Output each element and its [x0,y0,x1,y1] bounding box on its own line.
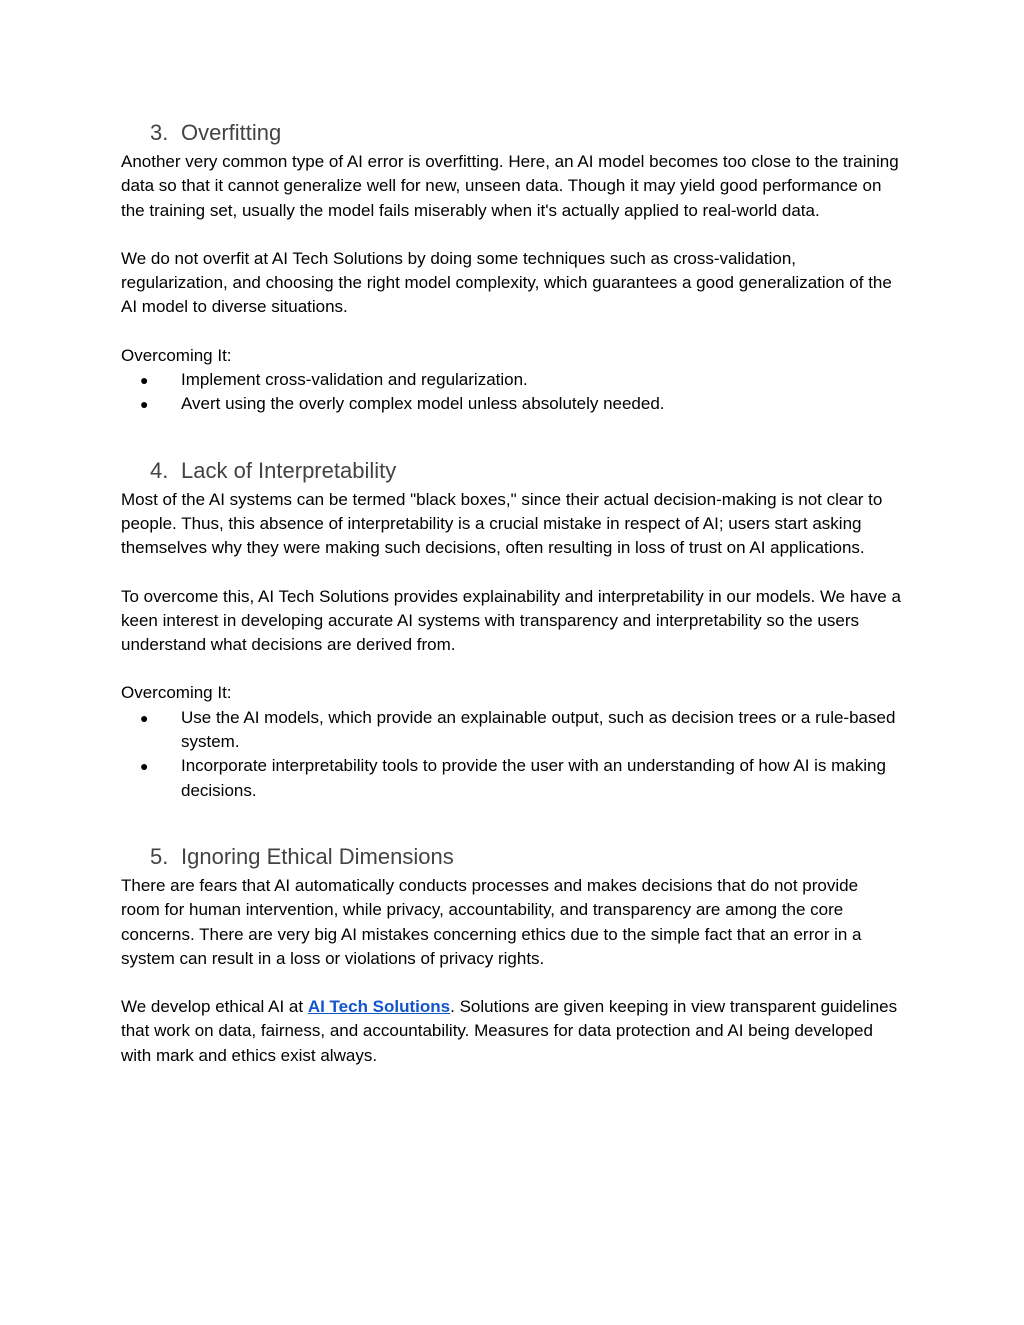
section-heading-interpretability [121,454,901,488]
bullet-icon: ● [140,396,149,413]
paragraph: We do not overfit at AI Tech Solutions by doing some techniques such as cross-validation, regularization, and choosing the right model complexity, which guarantees a good generalization of the AI model to diverse situations. [121,248,892,317]
list-item-text: Use the AI models, which provide an explainable output, such as decision trees or a rule-based system. [181,707,896,752]
paragraph: Another very common type of AI error is overfitting. Here, an AI model becomes too close to the training data so that it cannot generalize well for new, unseen data. Though it may yield good performance on the training set, usually the model fails miserably when it's actually applied to real-world data. [121,152,899,220]
paragraph: There are fears that AI automatically conducts processes and makes decisions that do not provide room for human intervention, while privacy, accountability, and transparency are among the core concerns. There are very big AI mistakes concerning ethics due to the simple fact that an error in a system can result in a loss or violations of privacy rights. [121,875,862,968]
section-title: Ignoring Ethical Dimensions [181,843,454,869]
ai-tech-solutions-link[interactable]: AI Tech Solutions [307,997,451,1017]
list-item [121,706,901,755]
bullet-icon: ● [140,709,149,726]
bullet-icon: ● [140,758,149,775]
section-number: 3. [150,120,169,145]
section-number: 5. [150,843,169,869]
paragraph: To overcome this, AI Tech Solutions provides explainability and interpretability in our models. We have a keen interest in developing accurate AI systems with transparency and interpretability so the users understand what decisions are derived from. [121,586,901,655]
section-heading-ethics [121,840,901,874]
list-item [121,368,901,392]
paragraph-text: . Solutions are given keeping in view transparent guidelines that work on data, fairness, and accountability. Measures for data protection and AI being developed with mark and ethics exist always. [121,997,898,1065]
paragraph: Most of the AI systems can be termed "black boxes," since their actual decision-making is not clear to people. Thus, this absence of interpretability is a crucial mistake in respect of AI; users start asking themselves why they were making such decisions, often resulting in loss of trust on AI applications. [121,489,883,558]
section-heading-overfitting [121,116,901,150]
section-title: Lack of Interpretability [181,457,397,483]
list-item-text: Implement cross-validation and regularization. [181,370,528,390]
list-item [121,392,901,416]
document-content [121,116,901,1068]
bullet-list [121,706,901,803]
list-item [121,754,901,803]
bullet-list [121,368,901,417]
paragraph-text: We develop ethical AI at [121,997,308,1017]
section-title: Overfitting [181,120,282,145]
bullet-icon: ● [140,372,149,389]
list-item-text: Avert using the overly complex model unless absolutely needed. [181,394,665,414]
paragraph-with-link [121,995,901,1068]
overcoming-label: Overcoming It: [121,683,232,703]
overcoming-label: Overcoming It: [121,345,232,365]
list-item-text: Incorporate interpretability tools to provide the user with an understanding of how AI is making decisions. [181,756,886,800]
section-number: 4. [150,457,169,483]
